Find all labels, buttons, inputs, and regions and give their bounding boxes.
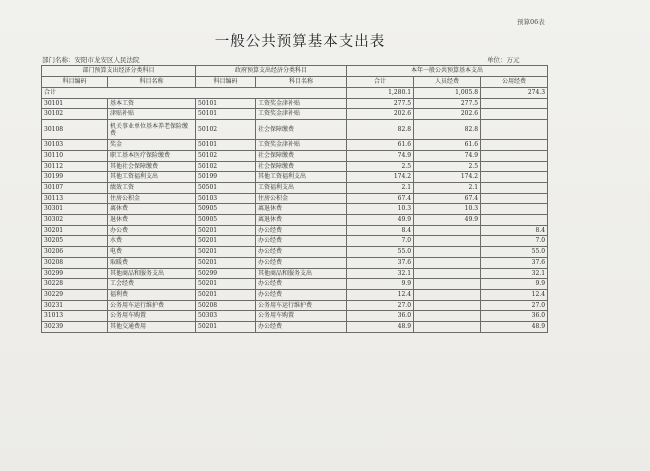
cell-name: 津贴补贴 — [108, 109, 196, 120]
cell-code: 30206 — [42, 247, 108, 258]
cell-gov-name: 办公经费 — [256, 225, 347, 236]
header-name: 科目名称 — [108, 77, 196, 88]
cell-name: 离休费 — [108, 204, 196, 215]
cell-code: 30229 — [42, 289, 108, 300]
cell-name: 奖金 — [108, 140, 196, 151]
cell-total: 202.6 — [347, 109, 414, 120]
cell-name: 工会经费 — [108, 279, 196, 290]
cell-gov-name: 公务用车购置 — [256, 311, 347, 322]
header-gov-code: 科目编码 — [196, 77, 256, 88]
cell-name: 其他工资福利支出 — [108, 172, 196, 183]
cell-name: 水费 — [108, 236, 196, 247]
total-total: 1,280.1 — [347, 88, 414, 99]
cell-code: 30302 — [42, 215, 108, 226]
cell-personnel — [414, 247, 481, 258]
cell-total: 9.9 — [347, 279, 414, 290]
cell-name: 职工基本医疗保险缴费 — [108, 150, 196, 161]
cell-public — [481, 150, 548, 161]
cell-gov-name: 社会保障缴费 — [256, 161, 347, 172]
cell-gov-code: 50201 — [196, 289, 256, 300]
cell-gov-code: 50102 — [196, 120, 256, 140]
cell-public: 7.0 — [481, 236, 548, 247]
cell-code: 30101 — [42, 98, 108, 109]
cell-code: 30205 — [42, 236, 108, 247]
cell-gov-name: 公务用车运行维护费 — [256, 300, 347, 311]
cell-gov-code: 50201 — [196, 257, 256, 268]
cell-public — [481, 182, 548, 193]
cell-gov-name: 离退休费 — [256, 215, 347, 226]
cell-gov-code: 50103 — [196, 193, 256, 204]
cell-gov-code: 50101 — [196, 98, 256, 109]
cell-name: 取暖费 — [108, 257, 196, 268]
cell-gov-name: 工资奖金津补贴 — [256, 140, 347, 151]
cell-name: 其他商品和服务支出 — [108, 268, 196, 279]
cell-gov-code: 50102 — [196, 161, 256, 172]
header-gov-name: 科目名称 — [256, 77, 347, 88]
cell-total: 55.0 — [347, 247, 414, 258]
cell-total: 82.8 — [347, 120, 414, 140]
cell-gov-name: 社会保障缴费 — [256, 150, 347, 161]
cell-personnel: 2.5 — [414, 161, 481, 172]
cell-name: 公务用车购置 — [108, 311, 196, 322]
cell-gov-code: 50102 — [196, 150, 256, 161]
cell-personnel — [414, 279, 481, 290]
table-row — [42, 225, 548, 236]
table-row — [42, 150, 548, 161]
cell-personnel: 82.8 — [414, 120, 481, 140]
cell-public — [481, 193, 548, 204]
cell-gov-code: 50905 — [196, 215, 256, 226]
cell-gov-code: 50201 — [196, 225, 256, 236]
table-row — [42, 322, 548, 333]
cell-gov-name: 办公经费 — [256, 236, 347, 247]
cell-total: 27.0 — [347, 300, 414, 311]
cell-gov-code: 50208 — [196, 300, 256, 311]
cell-public: 9.9 — [481, 279, 548, 290]
cell-code: 30299 — [42, 268, 108, 279]
cell-total: 10.3 — [347, 204, 414, 215]
cell-total: 8.4 — [347, 225, 414, 236]
cell-name: 福利费 — [108, 289, 196, 300]
department-name: 部门名称：安阳市龙安区人民法院 — [42, 56, 140, 64]
table-row — [42, 268, 548, 279]
cell-total: 61.6 — [347, 140, 414, 151]
cell-personnel: 67.4 — [414, 193, 481, 204]
cell-gov-code: 50501 — [196, 182, 256, 193]
cell-gov-name: 离退休费 — [256, 204, 347, 215]
cell-code: 30103 — [42, 140, 108, 151]
cell-personnel — [414, 257, 481, 268]
cell-gov-name: 工资奖金津补贴 — [256, 109, 347, 120]
cell-gov-code: 50303 — [196, 311, 256, 322]
cell-total: 36.0 — [347, 311, 414, 322]
cell-code: 30301 — [42, 204, 108, 215]
cell-total: 174.2 — [347, 172, 414, 183]
header-dept-group: 部门预算支出经济分类科目 — [42, 66, 196, 77]
total-public: 274.3 — [481, 88, 548, 99]
cell-gov-name: 办公经费 — [256, 279, 347, 290]
header-public: 公用经费 — [481, 77, 548, 88]
cell-public — [481, 172, 548, 183]
cell-total: 74.9 — [347, 150, 414, 161]
cell-public — [481, 98, 548, 109]
cell-public: 32.1 — [481, 268, 548, 279]
cell-public: 27.0 — [481, 300, 548, 311]
table-row — [42, 300, 548, 311]
cell-name: 机关事业单位基本养老保险缴费 — [108, 120, 196, 140]
cell-personnel: 2.1 — [414, 182, 481, 193]
cell-total: 7.0 — [347, 236, 414, 247]
cell-public: 12.4 — [481, 289, 548, 300]
table-row — [42, 120, 548, 140]
cell-total: 67.4 — [347, 193, 414, 204]
header-gov-group: 政府预算支出经济分类科目 — [196, 66, 347, 77]
header-code: 科目编码 — [42, 77, 108, 88]
table-row — [42, 289, 548, 300]
table-row — [42, 140, 548, 151]
cell-personnel: 174.2 — [414, 172, 481, 183]
page-title: 一般公共预算基本支出表 — [214, 34, 386, 50]
cell-code: 30107 — [42, 182, 108, 193]
cell-gov-code: 50905 — [196, 204, 256, 215]
total-label: 合计 — [42, 88, 347, 99]
cell-code: 30112 — [42, 161, 108, 172]
cell-public — [481, 120, 548, 140]
cell-personnel — [414, 322, 481, 333]
cell-name: 退休费 — [108, 215, 196, 226]
form-number: 预算06表 — [517, 18, 545, 26]
cell-code: 30228 — [42, 279, 108, 290]
cell-code: 30208 — [42, 257, 108, 268]
cell-gov-code: 50299 — [196, 268, 256, 279]
cell-public — [481, 161, 548, 172]
cell-code: 31013 — [42, 311, 108, 322]
cell-gov-name: 住房公积金 — [256, 193, 347, 204]
cell-gov-name: 社会保障缴费 — [256, 120, 347, 140]
cell-total: 32.1 — [347, 268, 414, 279]
cell-code: 30113 — [42, 193, 108, 204]
cell-gov-name: 其他商品和服务支出 — [256, 268, 347, 279]
table-row — [42, 109, 548, 120]
cell-code: 30108 — [42, 120, 108, 140]
cell-total: 12.4 — [347, 289, 414, 300]
cell-total: 49.9 — [347, 215, 414, 226]
table-row — [42, 204, 548, 215]
cell-personnel: 49.9 — [414, 215, 481, 226]
budget-table — [41, 65, 548, 333]
table-row — [42, 193, 548, 204]
total-personnel: 1,005.8 — [414, 88, 481, 99]
cell-name: 绩效工资 — [108, 182, 196, 193]
cell-total: 37.6 — [347, 257, 414, 268]
cell-gov-code: 50101 — [196, 140, 256, 151]
table-row — [42, 247, 548, 258]
cell-total: 2.1 — [347, 182, 414, 193]
cell-gov-code: 50199 — [196, 172, 256, 183]
cell-public: 37.6 — [481, 257, 548, 268]
cell-total: 277.5 — [347, 98, 414, 109]
header-total: 合计 — [347, 77, 414, 88]
table-row — [42, 172, 548, 183]
cell-public: 36.0 — [481, 311, 548, 322]
cell-total: 2.5 — [347, 161, 414, 172]
cell-code: 30102 — [42, 109, 108, 120]
cell-personnel: 202.6 — [414, 109, 481, 120]
cell-name: 基本工资 — [108, 98, 196, 109]
cell-gov-name: 工资福利支出 — [256, 182, 347, 193]
table-row — [42, 236, 548, 247]
cell-personnel — [414, 300, 481, 311]
cell-name: 住房公积金 — [108, 193, 196, 204]
cell-code: 30239 — [42, 322, 108, 333]
cell-personnel: 277.5 — [414, 98, 481, 109]
table-row — [42, 215, 548, 226]
cell-personnel: 61.6 — [414, 140, 481, 151]
cell-gov-code: 50101 — [196, 109, 256, 120]
cell-personnel — [414, 289, 481, 300]
table-row — [42, 182, 548, 193]
cell-name: 电费 — [108, 247, 196, 258]
cell-gov-name: 办公经费 — [256, 289, 347, 300]
cell-personnel — [414, 236, 481, 247]
header-budget-group: 本年一般公共预算基本支出 — [347, 66, 548, 77]
cell-code: 30110 — [42, 150, 108, 161]
cell-total: 48.9 — [347, 322, 414, 333]
table-row — [42, 311, 548, 322]
table-row — [42, 279, 548, 290]
cell-gov-code: 50201 — [196, 279, 256, 290]
cell-personnel — [414, 268, 481, 279]
cell-code: 30201 — [42, 225, 108, 236]
cell-personnel — [414, 225, 481, 236]
table-row — [42, 98, 548, 109]
table-row — [42, 257, 548, 268]
header-personnel: 人员经费 — [414, 77, 481, 88]
cell-gov-name: 办公经费 — [256, 257, 347, 268]
cell-gov-code: 50201 — [196, 322, 256, 333]
unit-label: 单位：万元 — [487, 56, 520, 64]
cell-code: 30199 — [42, 172, 108, 183]
cell-gov-name: 办公经费 — [256, 322, 347, 333]
cell-public — [481, 204, 548, 215]
cell-gov-code: 50201 — [196, 236, 256, 247]
cell-name: 办公费 — [108, 225, 196, 236]
cell-personnel: 10.3 — [414, 204, 481, 215]
cell-gov-name: 工资奖金津补贴 — [256, 98, 347, 109]
cell-public — [481, 215, 548, 226]
cell-personnel — [414, 311, 481, 322]
cell-public: 48.9 — [481, 322, 548, 333]
cell-name: 其他交通费用 — [108, 322, 196, 333]
cell-code: 30231 — [42, 300, 108, 311]
cell-name: 其他社会保障缴费 — [108, 161, 196, 172]
cell-gov-code: 50201 — [196, 247, 256, 258]
table-row — [42, 161, 548, 172]
cell-public — [481, 140, 548, 151]
cell-personnel: 74.9 — [414, 150, 481, 161]
cell-name: 公务用车运行维护费 — [108, 300, 196, 311]
cell-gov-name: 其他工资福利支出 — [256, 172, 347, 183]
cell-gov-name: 办公经费 — [256, 247, 347, 258]
cell-public: 8.4 — [481, 225, 548, 236]
total-row — [42, 88, 548, 99]
cell-public — [481, 109, 548, 120]
cell-public: 55.0 — [481, 247, 548, 258]
